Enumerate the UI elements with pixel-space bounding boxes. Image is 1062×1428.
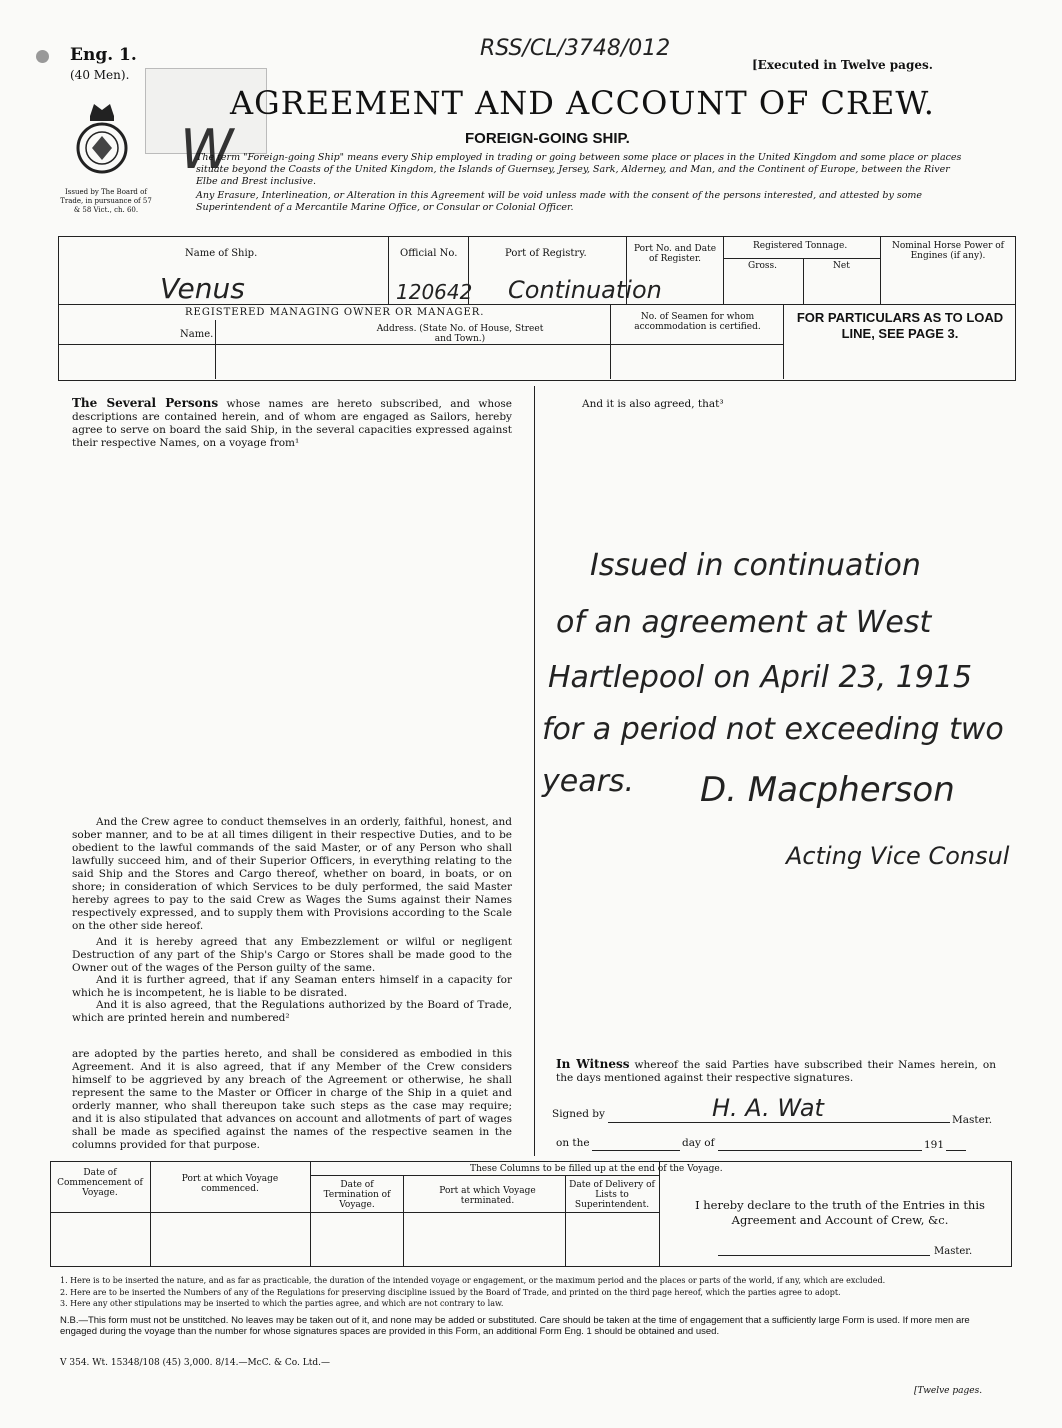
load-line-note: FOR PARTICULARS AS TO LOAD LINE, SEE PAGE 3. [796,310,1004,341]
regulations-paragraph: And it is also agreed, that the Regulations authorized by the Board of Trade, which are printed herein and numbered² [72,999,512,1024]
royal-crest-icon [72,96,132,182]
seamen-note: No. of Seamen for whom accommodation is certified. [634,312,761,332]
col-delivery: Date of Delivery of Lists to Superintendent. [569,1180,655,1210]
embezzlement-paragraph: And it is hereby agreed that any Embezzlement or wilful or negligent Destruction of any part of the Ship's Cargo or Stores shall be made good to the Owner out of the wages of the Person guilty of the same. [72,936,512,974]
col-horse-power: Nominal Horse Power of Engines (if any). [891,241,1005,261]
archive-reference: RSS/CL/3748/012 [480,36,671,61]
footnote-1: 1. Here is to be inserted the nature, and as far as practicable, the duration of the intended voyage or engagement, or the maximum period and the places or parts of the world, if any, which are excluded. [60,1276,886,1285]
adopted-paragraph: are adopted by the parties hereto, and shall be considered as embodied in this Agreement. And it is also agreed, that if any Member of the Crew considers himself to be aggrieved by any breach of the Agreement or otherwise, he shall represent the same to the Master or Officer in charge of the Ship in a quiet and orderly manner, who shall thereupon take such steps as the case may require; and it is also stipulated that advances on account and allotments of part of wages shall be made as specified against the names of the respective seamen in the columns provided for that purpose. [72,1048,512,1151]
definition-text: The term "Foreign-going Ship" means every Ship employed in trading or going between some place or places in the United Kingdom and some place or places situate beyond the Coasts of the United Kingdom, the Islands of Guernsey, Jersey, Sark, Alderney, and Man, and the Continent of Europe, between the River Elbe and Brest inclusive. [196,152,962,187]
signed-name: H. A. Wat [712,1094,824,1122]
nb-note: N.B.—This form must not be unstitched. No leaves may be taken out of it, and none may be added or substituted. Care should be taken at the time of engagement that a sufficiently large Form is used. If more men are engaged during the voyage than the number for whose signatures spaces are provided in this Form, an additional Form Eng. 1 should be obtained and used. [60,1315,970,1337]
footnote-3: 3. Here any other stipulations may be inserted to which the parties agree, and which are not contrary to law. [60,1299,504,1308]
end-voyage-note: These Columns to be filled up at the end of the Voyage. [470,1164,723,1174]
handwritten-line-5: years. [542,764,635,799]
consul-signature: D. Macpherson [700,770,955,810]
owner-name-label: Name. [180,329,214,340]
col-commencement: Date of Commencement of Voyage. [57,1168,143,1198]
also-agreed: And it is also agreed, that³ [582,398,724,410]
handwritten-line-4: for a period not exceeding two [542,712,1004,747]
page-title: AGREEMENT AND ACCOUNT OF CREW. [230,84,935,122]
col-gross: Gross. [748,261,778,271]
col-port-of-registry: Port of Registry. [505,248,587,259]
col-port-commenced: Port at which Voyage commenced. [181,1174,279,1194]
executed-note: [Executed in Twelve pages. [752,58,933,72]
opening-lead: The Several Persons [72,396,219,410]
witness-paragraph [556,1058,996,1085]
col-termination: Date of Termination of Voyage. [323,1180,391,1210]
crew-paragraph: And the Crew agree to conduct themselves in an orderly, faithful, honest, and sober manner, and to be at all times diligent in their respective Duties, and to be obedient to the lawful commands of the said Master, or of any Person who shall lawfully succeed him, and of their Superior Officers, in everything relating to the said Ship and the Stores and Cargo thereof, whether on board, in boats, or on shore; in consideration of which Services to be duly performed, the said Master hereby agrees to pay to the said Crew as Wages the Sums against their Names respectively expressed, and to supply them with Provisions according to the Scale on the other side hereof. [72,816,512,932]
year-label: 191 [924,1139,945,1151]
declaration-text: I hereby declare to the truth of the Entries in this Agreement and Account of Crew, &c. [695,1198,985,1227]
page-subtitle: FOREIGN-GOING SHIP. [465,130,630,147]
owner-address-label: Address. (State No. of House, Street and Town.) [376,324,544,344]
day-of-label: day of [682,1137,715,1149]
twelve-pages-note: [Twelve pages. [914,1386,983,1396]
erasure-note: Any Erasure, Interlineation, or Alteration in this Agreement will be void unless made with the consent of the persons interested, and attested by some Superintendent of a Mercantile Marine Office, or Consular or Colonial Officer. [196,190,923,213]
opening-rest: whose names are hereto subscribed, and whose descriptions are contained herein, and of whom are engaged as Sailors, hereby agree to serve on board the said Ship, in the several capacities expressed against their respective Names, on a voyage from¹ [72,398,513,449]
signed-by-label: Signed by [552,1108,605,1120]
witness-rest: whereof the said Parties have subscribed their Names herein, on the days mentioned against their respective signatures. [556,1059,996,1084]
column-divider [534,386,535,1156]
form-code: Eng. 1. [70,45,137,65]
master-label: Master. [952,1114,993,1126]
col-official-no: Official No. [400,248,458,259]
voyage-master-label: Master. [934,1246,973,1257]
col-port-no: Port No. and Date of Register. [633,244,717,264]
col-name-of-ship: Name of Ship. [185,248,258,259]
footnote-2: 2. Here are to be inserted the Numbers of any of the Regulations for preserving discipline issued by the Board of Trade, and printed on the third page hereof, which the parties agree to adopt. [60,1288,841,1297]
punch-hole [36,50,49,63]
handwritten-line-3: Hartlepool on April 23, 1915 [548,660,973,695]
printer-line: V 354. Wt. 15348/108 (45) 3,000. 8/14.—McC. & Co. Ltd.— [60,1358,330,1368]
incompetent-paragraph: And it is further agreed, that if any Seaman enters himself in a capacity for which he is incompetent, he is liable to be disrated. [72,974,512,999]
col-port-terminated: Port at which Voyage terminated. [439,1186,536,1206]
opening-paragraph [72,397,512,450]
crest-caption: Issued by The Board of Trade, in pursuance of 57 & 58 Vict., ch. 60. [60,188,152,214]
handwritten-line-1: Issued in continuation [590,548,921,583]
witness-lead: In Witness [556,1057,630,1071]
handwritten-line-2: of an agreement at West [556,605,932,640]
col-net: Net [833,261,850,271]
port-value: Continuation [508,276,662,304]
stamp-mark: W [180,118,234,181]
ship-name-value: Venus [160,272,245,305]
col-tonnage: Registered Tonnage. [753,241,848,251]
on-the-label: on the [556,1137,590,1149]
owner-heading: REGISTERED MANAGING OWNER OR MANAGER. [185,307,485,318]
official-no-value: 120642 [396,280,473,304]
men-count: (40 Men). [70,68,130,82]
consul-title: Acting Vice Consul [786,842,1010,870]
